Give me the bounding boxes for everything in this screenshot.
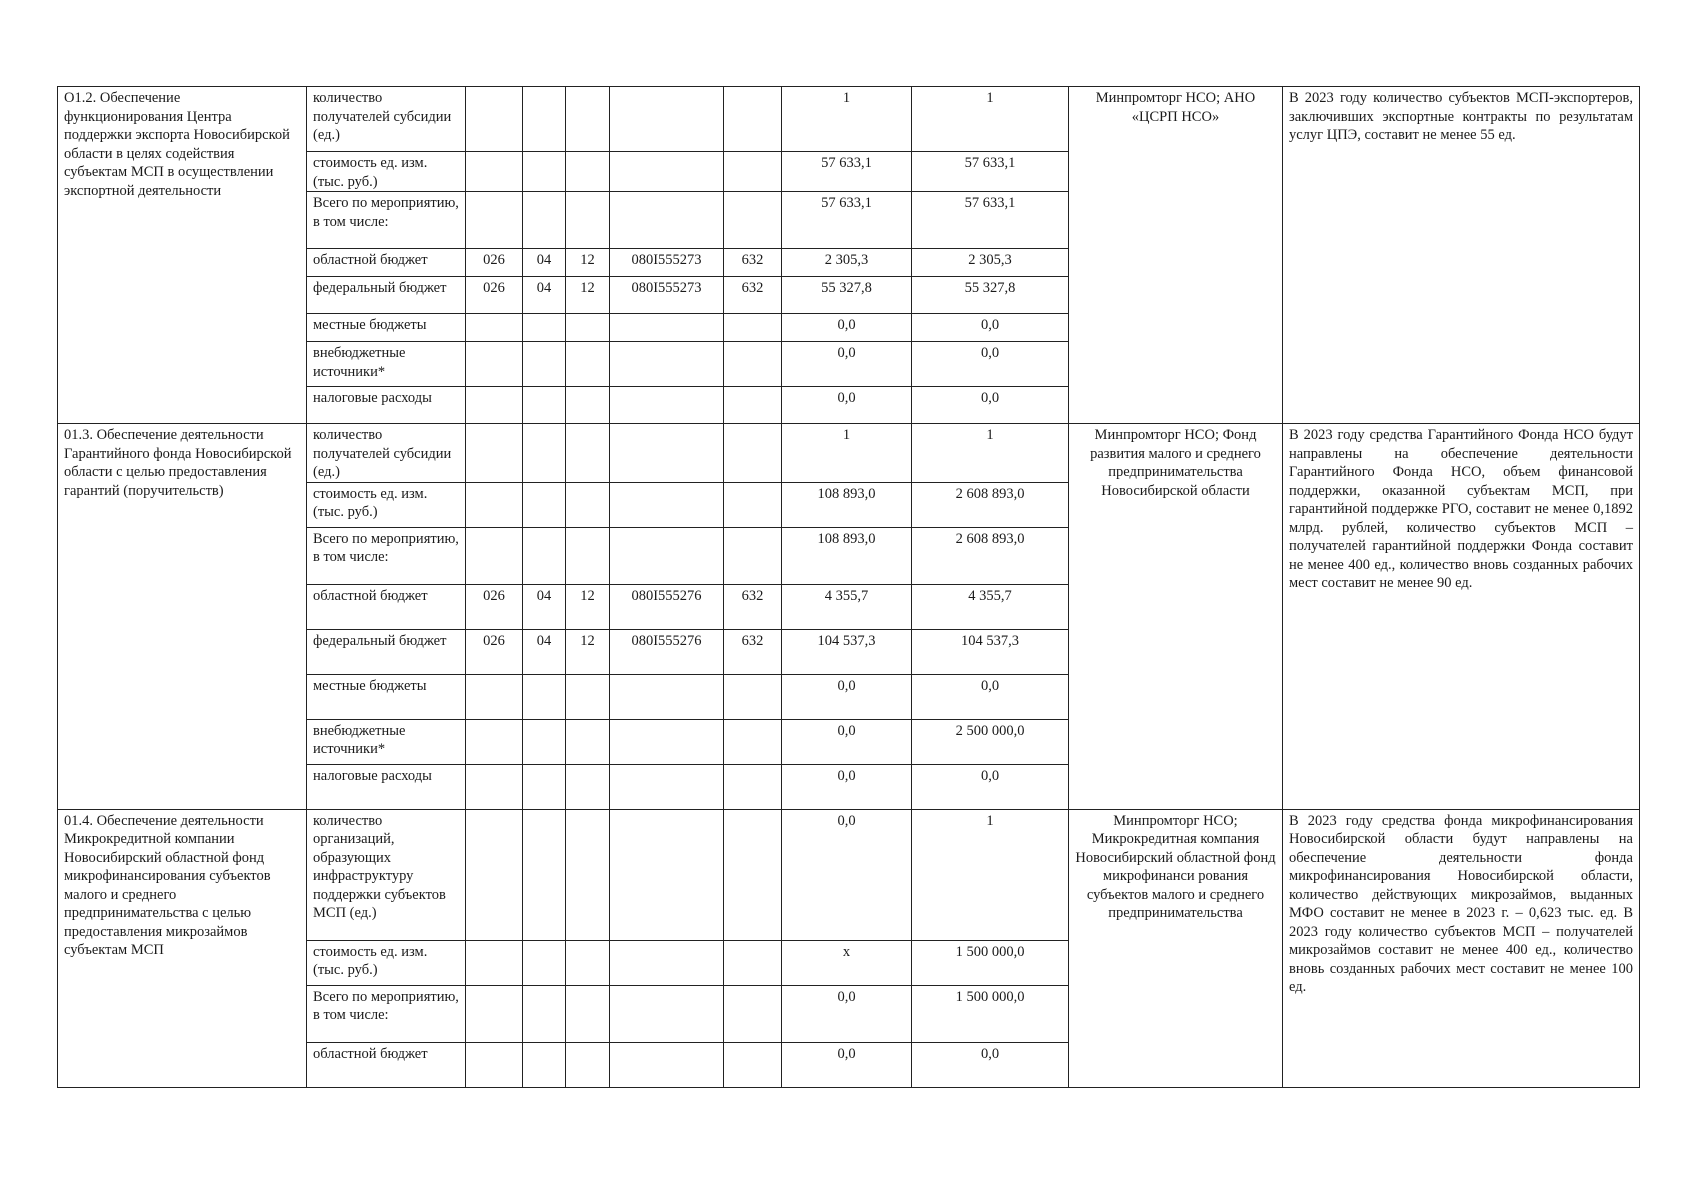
value-2023-cell: 0,0 [782,719,912,764]
value-2023-cell: 108 893,0 [782,527,912,584]
value-2023-cell: х [782,940,912,985]
value-2023-cell: 0,0 [782,809,912,940]
section-code-cell: 04 [523,629,566,674]
subsection-code-cell [566,940,610,985]
value-total-cell: 1 [912,424,1069,483]
value-2023-cell: 0,0 [782,674,912,719]
subsection-code-cell [566,1042,610,1087]
value-2023-cell: 0,0 [782,342,912,387]
grbs-code-cell: 026 [466,277,523,314]
section-code-cell [523,719,566,764]
target-article-code-cell [610,482,724,527]
subsection-code-cell [566,985,610,1042]
value-total-cell: 57 633,1 [912,192,1069,249]
grbs-code-cell [466,152,523,192]
expense-type-code-cell: 632 [724,249,782,277]
expense-type-code-cell [724,192,782,249]
section-code-cell [523,482,566,527]
target-article-code-cell [610,387,724,424]
value-total-cell: 2 608 893,0 [912,482,1069,527]
section-code-cell [523,809,566,940]
value-total-cell: 1 [912,87,1069,152]
subsection-code-cell [566,387,610,424]
grbs-code-cell [466,424,523,483]
section-code-cell [523,527,566,584]
target-article-code-cell [610,424,724,483]
section-code-cell [523,87,566,152]
target-article-code-cell [610,192,724,249]
subsection-code-cell [566,314,610,342]
indicator-cell: налоговые расходы [307,764,466,809]
subsection-code-cell [566,342,610,387]
indicator-cell: количество получателей субсидии (ед.) [307,424,466,483]
section-code-cell [523,314,566,342]
target-article-code-cell: 080I555276 [610,629,724,674]
subsection-code-cell [566,764,610,809]
grbs-code-cell [466,387,523,424]
grbs-code-cell [466,527,523,584]
event-name-cell: 01.4. Обеспечение деятельности Микрокредитной компании Новосибирский областной фонд микрофинансирования субъектов малого и среднего предпринимательства с целью предоставления микрозаймов субъектам МСП [58,809,307,1087]
value-total-cell: 0,0 [912,387,1069,424]
expense-type-code-cell [724,342,782,387]
subsection-code-cell [566,192,610,249]
grbs-code-cell [466,87,523,152]
value-2023-cell: 57 633,1 [782,152,912,192]
grbs-code-cell [466,314,523,342]
subsection-code-cell [566,674,610,719]
target-article-code-cell [610,719,724,764]
value-total-cell: 4 355,7 [912,584,1069,629]
value-2023-cell: 4 355,7 [782,584,912,629]
expense-type-code-cell [724,809,782,940]
expense-type-code-cell [724,152,782,192]
value-2023-cell: 0,0 [782,764,912,809]
value-2023-cell: 0,0 [782,1042,912,1087]
indicator-cell: федеральный бюджет [307,629,466,674]
grbs-code-cell: 026 [466,629,523,674]
event-name-cell: 01.3. Обеспечение деятельности Гарантийного фонда Новосибирской области с целью предоставления гарантий (поручительств) [58,424,307,810]
value-total-cell: 1 [912,809,1069,940]
expected-result-cell: В 2023 году средства фонда микрофинансирования Новосибирской области будут направлены на обеспечение деятельности фонда микрофинансирования Новосибирской области, количество действующих микрозаймов, выданных МФО составит не менее в 2023 г. – 0,623 тыс. ед. В 2023 году количество субъектов МСП – получателей микрозаймов составит не менее 400 ед., количество вновь созданных рабочих мест составит не менее 100 ед. [1283,809,1640,1087]
executor-cell: Минпромторг НСО; Микрокредитная компания Новосибирский областной фонд микрофинанси рования субъектов малого и среднего предпринимательства [1069,809,1283,1087]
expense-type-code-cell [724,719,782,764]
grbs-code-cell [466,940,523,985]
grbs-code-cell [466,809,523,940]
value-total-cell: 1 500 000,0 [912,940,1069,985]
grbs-code-cell [466,719,523,764]
value-total-cell: 1 500 000,0 [912,985,1069,1042]
section-code-cell: 04 [523,277,566,314]
grbs-code-cell [466,342,523,387]
section-code-cell [523,152,566,192]
indicator-cell: областной бюджет [307,249,466,277]
subsection-code-cell [566,482,610,527]
expected-result-cell: В 2023 году количество субъектов МСП-экспортеров, заключивших экспортные контракты по результатам услуг ЦПЭ, составит не менее 55 ед. [1283,87,1640,424]
section-code-cell: 04 [523,584,566,629]
subsection-code-cell [566,424,610,483]
value-total-cell: 0,0 [912,1042,1069,1087]
grbs-code-cell [466,1042,523,1087]
expected-result-cell: В 2023 году средства Гарантийного Фонда НСО будут направлены на обеспечение деятельности Гарантийного Фонда НСО, объем финансовой поддержки, оказанной субъектам МСП, при гарантийной поддержке РГО, составит не менее 0,1892 млрд. рублей, количество субъектов МСП – получателей гарантийной поддержки Фонда составит не менее 400 ед., количество вновь созданных рабочих мест составит не менее 90 ед. [1283,424,1640,810]
value-total-cell: 2 608 893,0 [912,527,1069,584]
target-article-code-cell [610,809,724,940]
indicator-cell: местные бюджеты [307,314,466,342]
expense-type-code-cell [724,87,782,152]
indicator-cell: федеральный бюджет [307,277,466,314]
subsection-code-cell [566,527,610,584]
subsection-code-cell [566,809,610,940]
indicator-cell: налоговые расходы [307,387,466,424]
table-body [58,87,1640,1088]
indicator-cell: Всего по мероприятию, в том числе: [307,985,466,1042]
value-2023-cell: 104 537,3 [782,629,912,674]
value-2023-cell: 0,0 [782,985,912,1042]
expense-type-code-cell [724,527,782,584]
grbs-code-cell: 026 [466,249,523,277]
indicator-cell: стоимость ед. изм. (тыс. руб.) [307,940,466,985]
indicator-cell: областной бюджет [307,584,466,629]
target-article-code-cell [610,527,724,584]
indicator-cell: Всего по мероприятию, в том числе: [307,192,466,249]
value-total-cell: 0,0 [912,764,1069,809]
table-row [58,424,1640,483]
grbs-code-cell [466,192,523,249]
section-code-cell [523,342,566,387]
expense-type-code-cell [724,387,782,424]
indicator-cell: местные бюджеты [307,674,466,719]
grbs-code-cell [466,482,523,527]
value-2023-cell: 0,0 [782,314,912,342]
event-name-cell: О1.2. Обеспечение функционирования Центра поддержки экспорта Новосибирской области в целях содействия субъектам МСП в осуществлении экспортной деятельности [58,87,307,424]
indicator-cell: стоимость ед. изм. (тыс. руб.) [307,152,466,192]
subsection-code-cell: 12 [566,584,610,629]
section-code-cell [523,1042,566,1087]
target-article-code-cell [610,87,724,152]
subsection-code-cell [566,719,610,764]
value-2023-cell: 0,0 [782,387,912,424]
indicator-cell: внебюджетные источники* [307,342,466,387]
value-total-cell: 55 327,8 [912,277,1069,314]
expense-type-code-cell [724,314,782,342]
expense-type-code-cell [724,1042,782,1087]
executor-cell: Минпромторг НСО; Фонд развития малого и среднего предпринимательства Новосибирской области [1069,424,1283,810]
value-2023-cell: 57 633,1 [782,192,912,249]
target-article-code-cell [610,674,724,719]
expense-type-code-cell [724,424,782,483]
expense-type-code-cell [724,674,782,719]
section-code-cell: 04 [523,249,566,277]
section-code-cell [523,674,566,719]
indicator-cell: количество получателей субсидии (ед.) [307,87,466,152]
subsection-code-cell [566,87,610,152]
target-article-code-cell [610,1042,724,1087]
value-total-cell: 104 537,3 [912,629,1069,674]
indicator-cell: стоимость ед. изм. (тыс. руб.) [307,482,466,527]
target-article-code-cell [610,940,724,985]
section-code-cell [523,940,566,985]
program-events-table [57,86,1640,1088]
value-total-cell: 0,0 [912,342,1069,387]
section-code-cell [523,192,566,249]
value-2023-cell: 2 305,3 [782,249,912,277]
value-total-cell: 57 633,1 [912,152,1069,192]
expense-type-code-cell [724,482,782,527]
value-total-cell: 2 500 000,0 [912,719,1069,764]
target-article-code-cell [610,985,724,1042]
grbs-code-cell [466,764,523,809]
target-article-code-cell [610,342,724,387]
value-total-cell: 0,0 [912,674,1069,719]
value-total-cell: 0,0 [912,314,1069,342]
value-2023-cell: 55 327,8 [782,277,912,314]
target-article-code-cell [610,314,724,342]
subsection-code-cell: 12 [566,249,610,277]
value-2023-cell: 108 893,0 [782,482,912,527]
value-2023-cell: 1 [782,424,912,483]
section-code-cell [523,424,566,483]
subsection-code-cell [566,152,610,192]
section-code-cell [523,985,566,1042]
section-code-cell [523,387,566,424]
target-article-code-cell [610,152,724,192]
expense-type-code-cell: 632 [724,584,782,629]
indicator-cell: внебюджетные источники* [307,719,466,764]
subsection-code-cell: 12 [566,629,610,674]
target-article-code-cell: 080I555273 [610,277,724,314]
value-total-cell: 2 305,3 [912,249,1069,277]
expense-type-code-cell [724,985,782,1042]
expense-type-code-cell: 632 [724,277,782,314]
grbs-code-cell: 026 [466,584,523,629]
table-row [58,809,1640,940]
expense-type-code-cell [724,764,782,809]
subsection-code-cell: 12 [566,277,610,314]
indicator-cell: количество организаций, образующих инфраструктуру поддержки субъектов МСП (ед.) [307,809,466,940]
value-2023-cell: 1 [782,87,912,152]
expense-type-code-cell: 632 [724,629,782,674]
indicator-cell: областной бюджет [307,1042,466,1087]
expense-type-code-cell [724,940,782,985]
section-code-cell [523,764,566,809]
target-article-code-cell [610,764,724,809]
table-row [58,87,1640,152]
target-article-code-cell: 080I555276 [610,584,724,629]
executor-cell: Минпромторг НСО; АНО «ЦСРП НСО» [1069,87,1283,424]
grbs-code-cell [466,985,523,1042]
indicator-cell: Всего по мероприятию, в том числе: [307,527,466,584]
grbs-code-cell [466,674,523,719]
target-article-code-cell: 080I555273 [610,249,724,277]
